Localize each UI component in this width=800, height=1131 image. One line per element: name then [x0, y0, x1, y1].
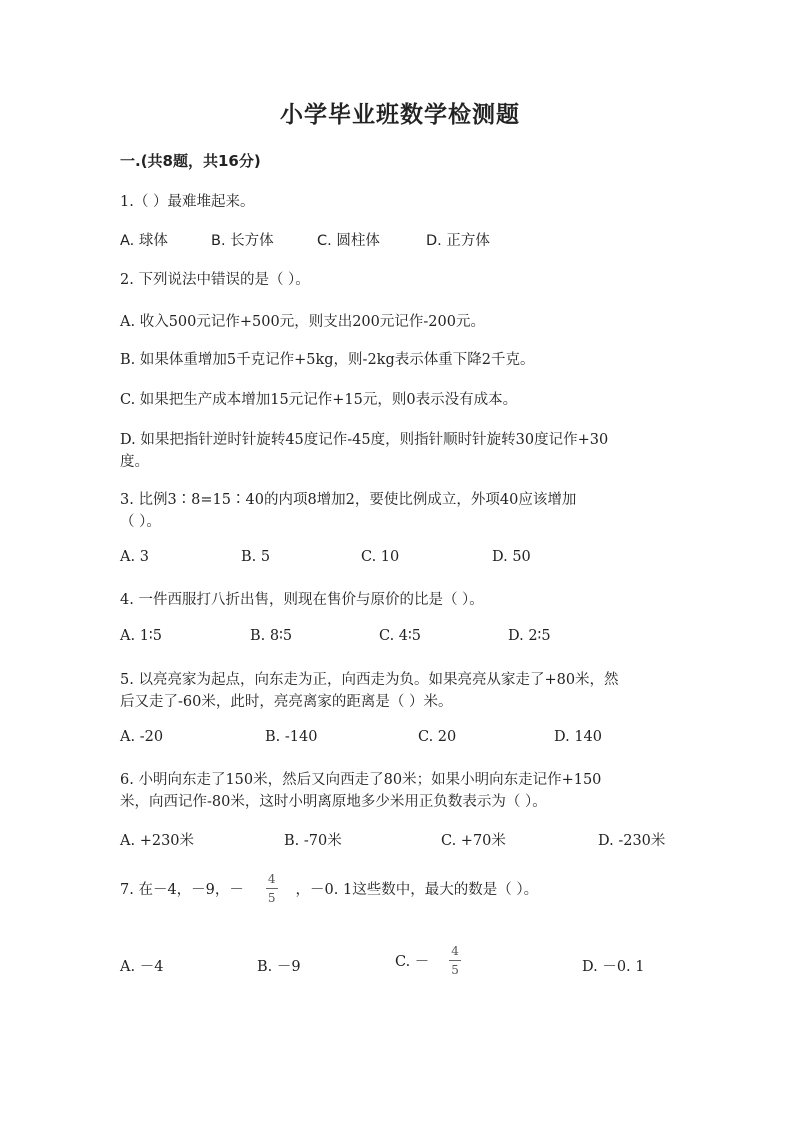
question-6: 6. 小明向东走了150米，然后又向西走了80米；如果小明向东走记作+150	[120, 772, 602, 788]
q2-option-a: A. 收入500元记作+500元，则支出200元记作-200元。	[120, 314, 485, 330]
q5-option-c: C. 20	[418, 729, 457, 745]
q7-option-c-fraction	[449, 944, 461, 977]
q7-fraction	[266, 872, 278, 905]
q7-option-c	[395, 944, 461, 977]
question-5: 5. 以亮亮家为起点，向东走为正，向西走为负。如果亮亮从家走了+80米，然	[120, 672, 619, 688]
q6-option-c: C. +70米	[441, 833, 506, 849]
q7-fraction-denominator: 5	[267, 891, 276, 905]
q7-suffix: ，－0. 1这些数中，最大的数是（ ）。	[295, 882, 539, 898]
question-2: 2. 下列说法中错误的是（ ）。	[120, 272, 310, 288]
q1-option-c: C. 圆柱体	[317, 233, 380, 249]
question-1: 1.（ ）最难堆起来。	[120, 194, 255, 210]
q7-option-c-numerator: 4	[449, 944, 461, 961]
q7-option-d: D. －0. 1	[582, 959, 645, 975]
question-7	[120, 872, 538, 905]
q4-option-b: B. 8∶5	[250, 628, 293, 644]
q7-prefix: 7. 在－4，－9，－	[120, 882, 244, 898]
q2-option-b: B. 如果体重增加5千克记作+5kg，则-2kg表示体重下降2千克。	[120, 352, 535, 368]
q7-option-a: A. －4	[120, 959, 164, 975]
q6-option-d: D. -230米	[598, 833, 666, 849]
page-title: 小学毕业班数学检测题	[280, 101, 520, 128]
q3-option-c: C. 10	[361, 549, 400, 565]
q7-option-c-label: C. －	[395, 954, 430, 970]
q6-option-b: B. -70米	[284, 833, 342, 849]
q1-option-a: A. 球体	[120, 233, 168, 249]
q3-option-b: B. 5	[241, 549, 271, 565]
question-4: 4. 一件西服打八折出售，则现在售价与原价的比是（ ）。	[120, 592, 484, 608]
q5-option-a: A. -20	[120, 729, 164, 745]
q3-option-d: D. 50	[492, 549, 531, 565]
q5-option-d: D. 140	[554, 729, 603, 745]
q1-option-d: D. 正方体	[426, 233, 490, 249]
q7-option-b: B. －9	[257, 959, 301, 975]
q5-option-b: B. -140	[265, 729, 318, 745]
question-3: 3. 比例3∶8=15∶40的内项8增加2，要使比例成立，外项40应该增加	[120, 492, 577, 508]
section-heading: 一.(共8题，共16分)	[120, 152, 261, 170]
q2-option-d: D. 如果把指针逆时针旋转45度记作-45度，则指针顺时针旋转30度记作+30	[120, 432, 609, 448]
question-6-cont: 米，向西记作-80米，这时小明离原地多少米用正负数表示为（ ）。	[120, 794, 547, 810]
q4-option-d: D. 2∶5	[508, 628, 551, 644]
q1-option-b: B. 长方体	[211, 233, 274, 249]
q7-fraction-numerator: 4	[266, 872, 278, 889]
q4-option-a: A. 1∶5	[120, 628, 162, 644]
question-3-cont: （ ）。	[120, 514, 161, 530]
q4-option-c: C. 4∶5	[379, 628, 422, 644]
q6-option-a: A. +230米	[120, 833, 195, 849]
q7-option-c-denominator: 5	[451, 963, 459, 977]
question-5-cont: 后又走了-60米，此时，亮亮离家的距离是（ ）米。	[120, 694, 453, 710]
q2-option-d-cont: 度。	[120, 454, 149, 470]
q2-option-c: C. 如果把生产成本增加15元记作+15元，则0表示没有成本。	[120, 392, 518, 408]
q3-option-a: A. 3	[120, 549, 149, 565]
